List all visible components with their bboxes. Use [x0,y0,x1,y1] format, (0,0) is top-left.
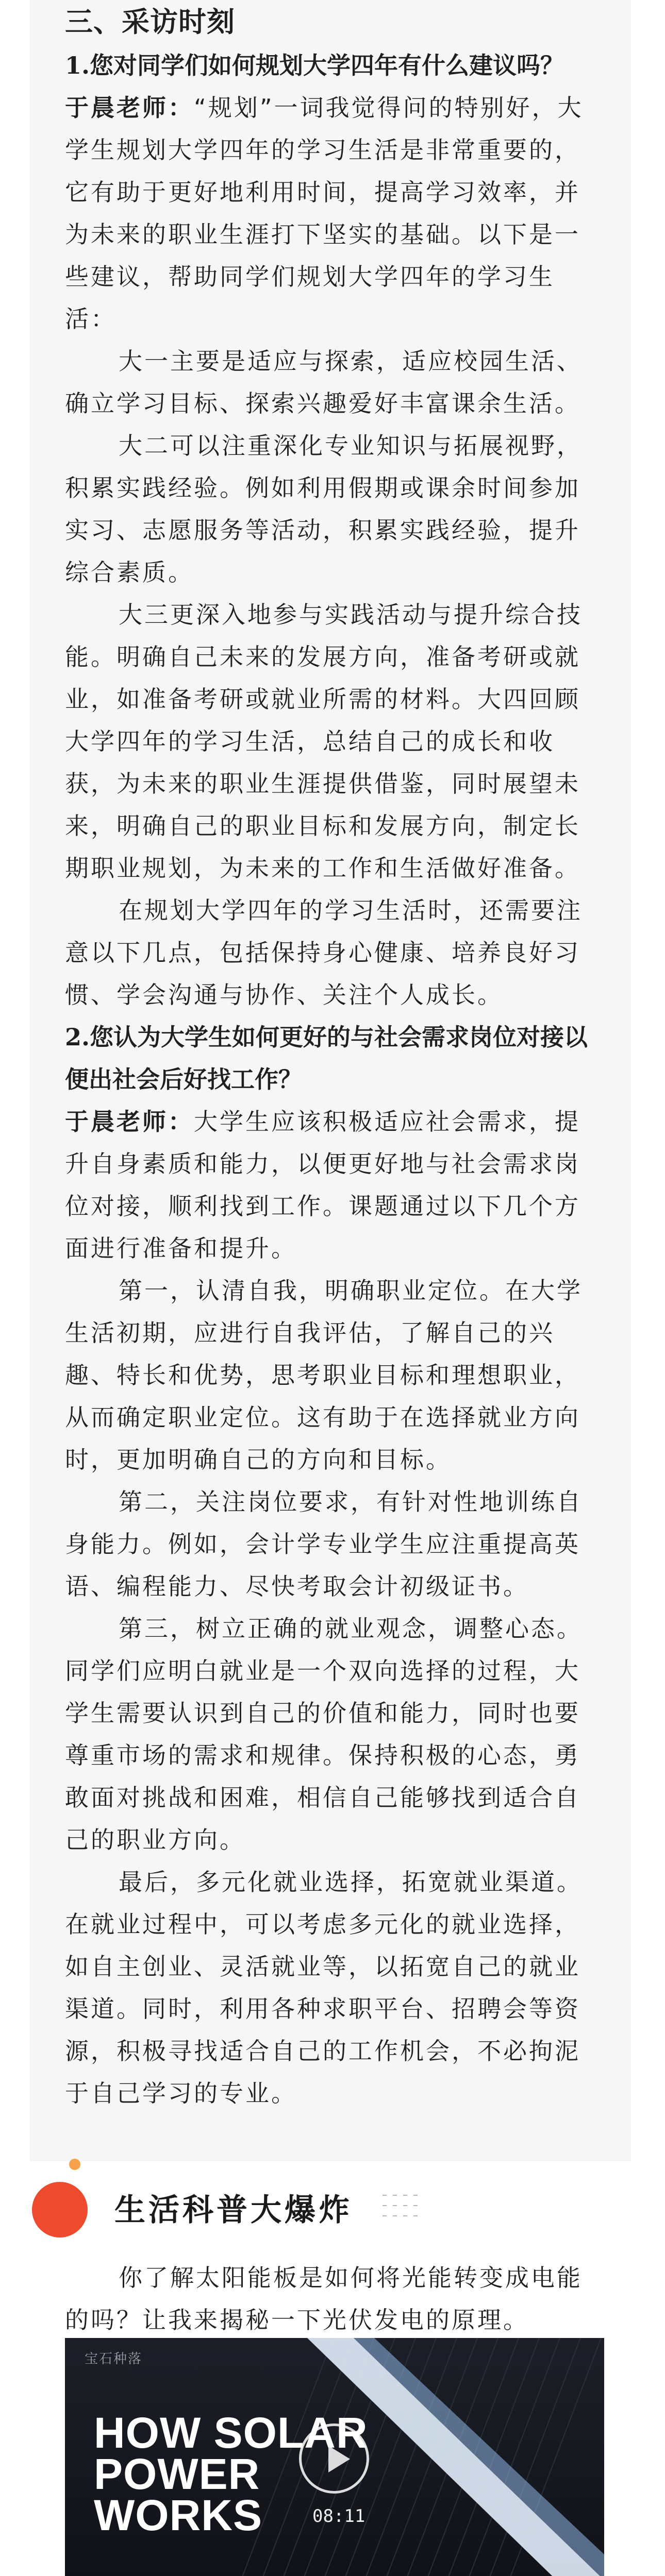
answer-2-paragraph: 第一，认清自我，明确职业定位。在大学生活初期，应进行自我评估，了解自己的兴趣、特长和优势，思考职业目标和理想职业，从而确定职业定位。这有助于在选择就业方向时，更加明确自己的方向和目标。 [65,1277,583,1473]
answer-1-intro [65,87,599,340]
answer-2-intro [65,1100,599,1269]
answer-2-speaker: 于晨老师： [65,1108,194,1136]
question-1: 1.您对同学们如何规划大学四年有什么建议吗？ [65,52,564,79]
article-body [65,0,599,2114]
article-card [30,0,631,2161]
answer-1-intro-text: “规划”一词我觉得问的特别好，大学生规划大学四年的学习生活是非常重要的，它有助于更好地利用时间，提高学习效率，并为未来的职业生涯打下坚实的基础。以下是一些建议，帮助同学们规划大学四年的学习生活： [65,94,584,333]
section-title: 三、采访时刻 [65,6,235,38]
question-2: 2.您认为大学生如何更好的与社会需求岗位对接以便出社会后好找工作？ [65,1023,588,1093]
video-channel-label: 宝石种落 [85,2351,143,2367]
answer-1-paragraph: 大二可以注重深化专业知识与拓展视野，积累实践经验。例如利用假期或课余时间参加实习、志愿服务等活动，积累实践经验，提升综合素质。 [65,432,583,586]
dotted-decoration-icon [383,2195,419,2226]
science-section-title: 生活科普大爆炸 [114,2192,353,2228]
video-duration: 08:11 [312,2506,365,2527]
science-intro-text: 你了解太阳能板是如何将光能转变成电能的吗？让我来揭秘一下光伏发电的原理。 [65,2264,583,2334]
answer-1-paragraph: 在规划大学四年的学习生活时，还需要注意以下几点，包括保持身心健康、培养良好习惯、学会沟通与协作、关注个人成长。 [65,896,583,1009]
science-intro [65,2257,601,2341]
answer-1-speaker: 于晨老师： [65,94,194,122]
answer-2-paragraph: 第三，树立正确的就业观念，调整心态。同学们应明白就业是一个双向选择的过程，大学生需要认识到自己的价值和能力，同时也要尊重市场的需求和规律。保持积极的心态，勇敢面对挑战和困难，相信自己能够找到适合自己的职业方向。 [65,1615,583,1854]
video-title: HOW SOLAR POWER WORKS [94,2409,368,2539]
answer-2-paragraph: 最后，多元化就业选择，拓宽就业渠道。在就业过程中，可以考虑多元化的就业选择，如自主创业、灵活就业等，以拓宽自己的就业渠道。同时，利用各种求职平台、招聘会等资源，积极寻找适合自己的工作机会，不必拘泥于自己学习的专业。 [65,1868,583,2107]
orange-divider-dot [69,2159,80,2170]
video-player[interactable] [65,2338,604,2576]
answer-1-paragraph: 大一主要是适应与探索，适应校园生活、确立学习目标、探索兴趣爱好丰富课余生活。 [65,347,583,417]
answer-1-paragraph: 大三更深入地参与实践活动与提升综合技能。明确自己未来的发展方向，准备考研或就业，如准备考研或就业所需的材料。大四回顾大学四年的学习生活，总结自己的成长和收获，为未来的职业生涯提供借鉴，同时展望未来，明确自己的职业目标和发展方向，制定长期职业规划，为未来的工作和生活做好准备。 [65,601,583,882]
play-icon[interactable] [299,2424,369,2494]
answer-2-paragraph: 第二，关注岗位要求，有针对性地训练自身能力。例如，会计学专业学生应注重提高英语、编程能力、尽快考取会计初级证书。 [65,1488,583,1600]
answer-2-intro-text: 大学生应该积极适应社会需求，提升自身素质和能力，以便更好地与社会需求岗位对接，顺利找到工作。课题通过以下几个方面进行准备和提升。 [65,1108,580,1262]
red-circle-decoration [32,2182,88,2238]
